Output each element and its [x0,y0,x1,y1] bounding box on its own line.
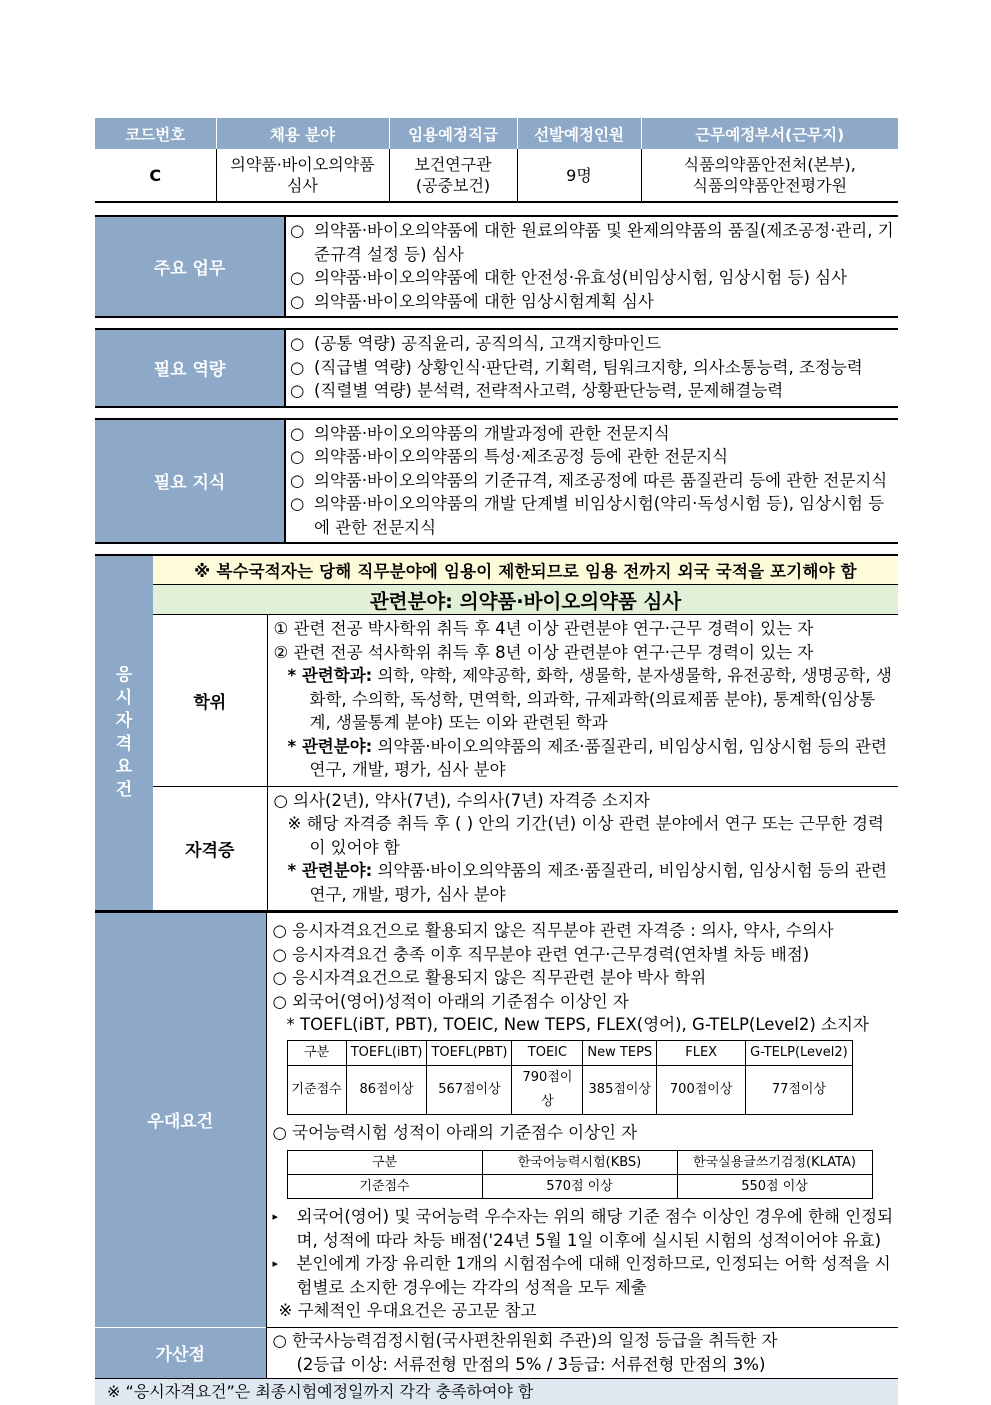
table-cell: 385점이상 [583,1065,657,1114]
rank-line2: (공중보건) [415,176,491,195]
list-item: ○ (공통 역량) 공직윤리, 공직의식, 고객지향마인드 [290,334,662,353]
rank-value [389,149,517,202]
table-cell: 570점 이상 [482,1175,677,1199]
header-dept: 근무예정부서(근무지) [641,118,898,149]
preference-item: ○ 외국어(영어)성적이 아래의 기준점수 이상인 자 [272,991,629,1011]
license-note: ※ 해당 자격증 취득 후 ( ) 안의 기간(년) 이상 관련 분야에서 연구 또는 근무한 경력이 있어야 함 [287,814,884,857]
knowledge-body [285,419,898,544]
table-cell: 기준점수 [287,1065,346,1114]
table-cell: 77점이상 [746,1065,853,1114]
summary-value-row [95,149,898,202]
preference-section [95,912,898,1378]
table-cell: TOEFL(iBT) [346,1040,427,1065]
english-test-note: * TOEFL(iBT, PBT), TOEIC, New TEPS, FLEX(영어), G-TELP(Level2) 소지자 [286,1015,869,1034]
dept-line2: 식품의약품안전평가원 [692,176,848,195]
preference-item: ○ 응시자격요건 충족 이후 직무분야 관련 연구·근무경력(연차별 차등 배점) [272,944,810,964]
field-line1: 의약품·바이오의약품 [230,155,375,174]
table-cell: 550점 이상 [677,1175,872,1199]
list-item: ○ (직급별 역량) 상황인식·판단력, 기획력, 팀워크지향, 의사소통능력, 조정능력 [290,357,863,377]
reference-note: ※ 구체적인 우대요건은 공고문 참고 [278,1301,537,1320]
dual-citizenship-notice: ※ 복수국적자는 당해 직무분야에 임용이 제한되므로 임용 전까지 외국 국적을 포기해야 함 [153,555,898,585]
recruitment-summary-table [95,118,898,203]
list-item: ○ 의약품·바이오의약품의 특성·제조공정 등에 관한 전문지식 [290,447,729,466]
degree-body [267,615,898,787]
preference-item: ○ 응시자격요건으로 활용되지 않은 직무관련 분야 박사 학위 [272,968,707,987]
preference-label: 우대요건 [95,913,266,1328]
duties-section [95,215,898,318]
code-value: C [95,149,216,202]
bonus-label: 가산점 [95,1327,266,1378]
table-cell: 한국실용글쓰기검정(KLATA) [677,1151,872,1175]
header-rank: 임용예정직급 [389,118,517,149]
competency-body [285,329,898,407]
table-cell: 86점이상 [346,1065,427,1114]
preference-body [266,913,898,1328]
related-majors: * 관련학과: 의학, 약학, 제약공학, 화학, 생물학, 분자생물학, 유전공학, 생명공학, 생화학, 수의학, 독성학, 면역학, 의과학, 규제과학(의료제품 분야), 통계학(임상통계, 생물통계 분야) 또는 이와 관련된 학과 [287,666,892,732]
table-cell: FLEX [657,1040,746,1065]
preference-item: ○ 응시자격요건으로 활용되지 않은 직무분야 관련 자격증 : 의사, 약사, 수의사 [272,921,834,940]
english-score-table [287,1040,853,1115]
list-item: ○ (직렬별 역량) 분석력, 전략적사고력, 상황판단능력, 문제해결능력 [290,381,784,400]
job-posting-page [95,118,898,1405]
list-item: ○ 의약품·바이오의약품에 대한 임상시험계획 심사 [290,291,654,311]
degree-line1: ① 관련 전공 박사학위 취득 후 4년 이상 관련분야 연구·근무 경력이 있는 자 [273,619,814,638]
table-cell: 567점이상 [427,1065,512,1114]
related-fields: * 관련분야: 의약품·바이오의약품의 제조·품질관리, 비임상시험, 임상시험 등의 관련 연구, 개발, 평가, 심사 분야 [287,736,887,779]
list-item: ○ 의약품·바이오의약품의 개발 단계별 비임상시험(약리·독성시험 등), 임상시험 등에 관한 전문지식 [290,494,885,537]
table-cell: 기준점수 [287,1175,482,1199]
table-cell: 700점이상 [657,1065,746,1114]
knowledge-section [95,418,898,545]
license-related-fields: * 관련분야: 의약품·바이오의약품의 제조·품질관리, 비임상시험, 임상시험 등의 관련 연구, 개발, 평가, 심사 분야 [287,861,887,904]
list-item: ▸ 외국어(영어) 및 국어능력 우수자는 위의 해당 기준 점수 이상인 경우에 한해 인정되며, 성적에 따라 차등 배점('24년 5월 1일 이후에 실시된 시험의 성적이어야 유효) [272,1207,894,1250]
list-item: ○ 의약품·바이오의약품에 대한 원료의약품 및 완제의약품의 품질(제조공정·관리, 기준규격 설정 등) 심사 [290,221,894,264]
list-item: ▸ 본인에게 가장 유리한 1개의 시험점수에 대해 인정하므로, 인정되는 어학 성적을 시험별로 소지한 경우에는 각각의 성적을 모두 제출 [272,1254,891,1297]
competency-label: 필요 역량 [95,329,285,407]
rank-line1: 보건연구관 [414,155,492,174]
korean-score-table [287,1150,873,1199]
table-cell: TOEIC [512,1040,583,1065]
list-item: ○ 의약품·바이오의약품의 기준규격, 제조공정에 따른 품질관리 등에 관한 전문지식 [290,470,888,490]
header-count: 선발예정인원 [517,118,641,149]
field-value [216,149,389,202]
bonus-line2: (2등급 이상: 서류전형 만점의 5% / 3등급: 서류전형 만점의 3%) [296,1354,766,1374]
header-code: 코드번호 [95,118,216,149]
dept-line1: 식품의약품안전처(본부), [683,155,856,174]
bonus-line1: ○ 한국사능력검정시험(국사편찬위원회 주관)의 일정 등급을 취득한 자 [272,1331,778,1350]
license-body [267,786,898,911]
dept-value [641,149,898,202]
duties-label: 주요 업무 [95,216,285,317]
qualification-section [95,554,898,912]
summary-header-row [95,118,898,149]
degree-line2: ② 관련 전공 석사학위 취득 후 8년 이상 관련분야 연구·근무 경력이 있는 자 [273,642,814,662]
bonus-body [266,1327,898,1378]
table-cell: G-TELP(Level2) [746,1040,853,1065]
field-line2: 심사 [287,176,318,195]
table-cell: 790점이상 [512,1065,583,1114]
knowledge-label: 필요 지식 [95,419,285,544]
competency-section [95,328,898,408]
duties-body [285,216,898,317]
table-cell: TOEFL(PBT) [427,1040,512,1065]
table-cell: New TEPS [583,1040,657,1065]
table-cell: 구분 [287,1040,346,1065]
table-cell: 구분 [287,1151,482,1175]
related-field-title: 관련분야: 의약품·바이오의약품 심사 [153,585,898,615]
korean-test-item: ○ 국어능력시험 성적이 아래의 기준점수 이상인 자 [272,1122,638,1142]
footnote: ※ “응시자격요건”은 최종시험예정일까지 각각 충족하여야 함 [95,1378,898,1405]
list-item: ○ 의약품·바이오의약품의 개발과정에 관한 전문지식 [290,423,670,443]
degree-label: 학위 [153,615,267,787]
header-field: 채용 분야 [216,118,389,149]
list-item: ○ 의약품·바이오의약품에 대한 안전성·유효성(비임상시험, 임상시험 등) 심사 [290,268,848,287]
license-label: 자격증 [153,786,267,911]
table-cell: 한국어능력시험(KBS) [482,1151,677,1175]
license-line1: ○ 의사(2년), 약사(7년), 수의사(7년) 자격증 소지자 [273,790,650,810]
count-value: 9명 [517,149,641,202]
qualification-side-label: 응 시 자 격 요 건 [95,555,153,911]
